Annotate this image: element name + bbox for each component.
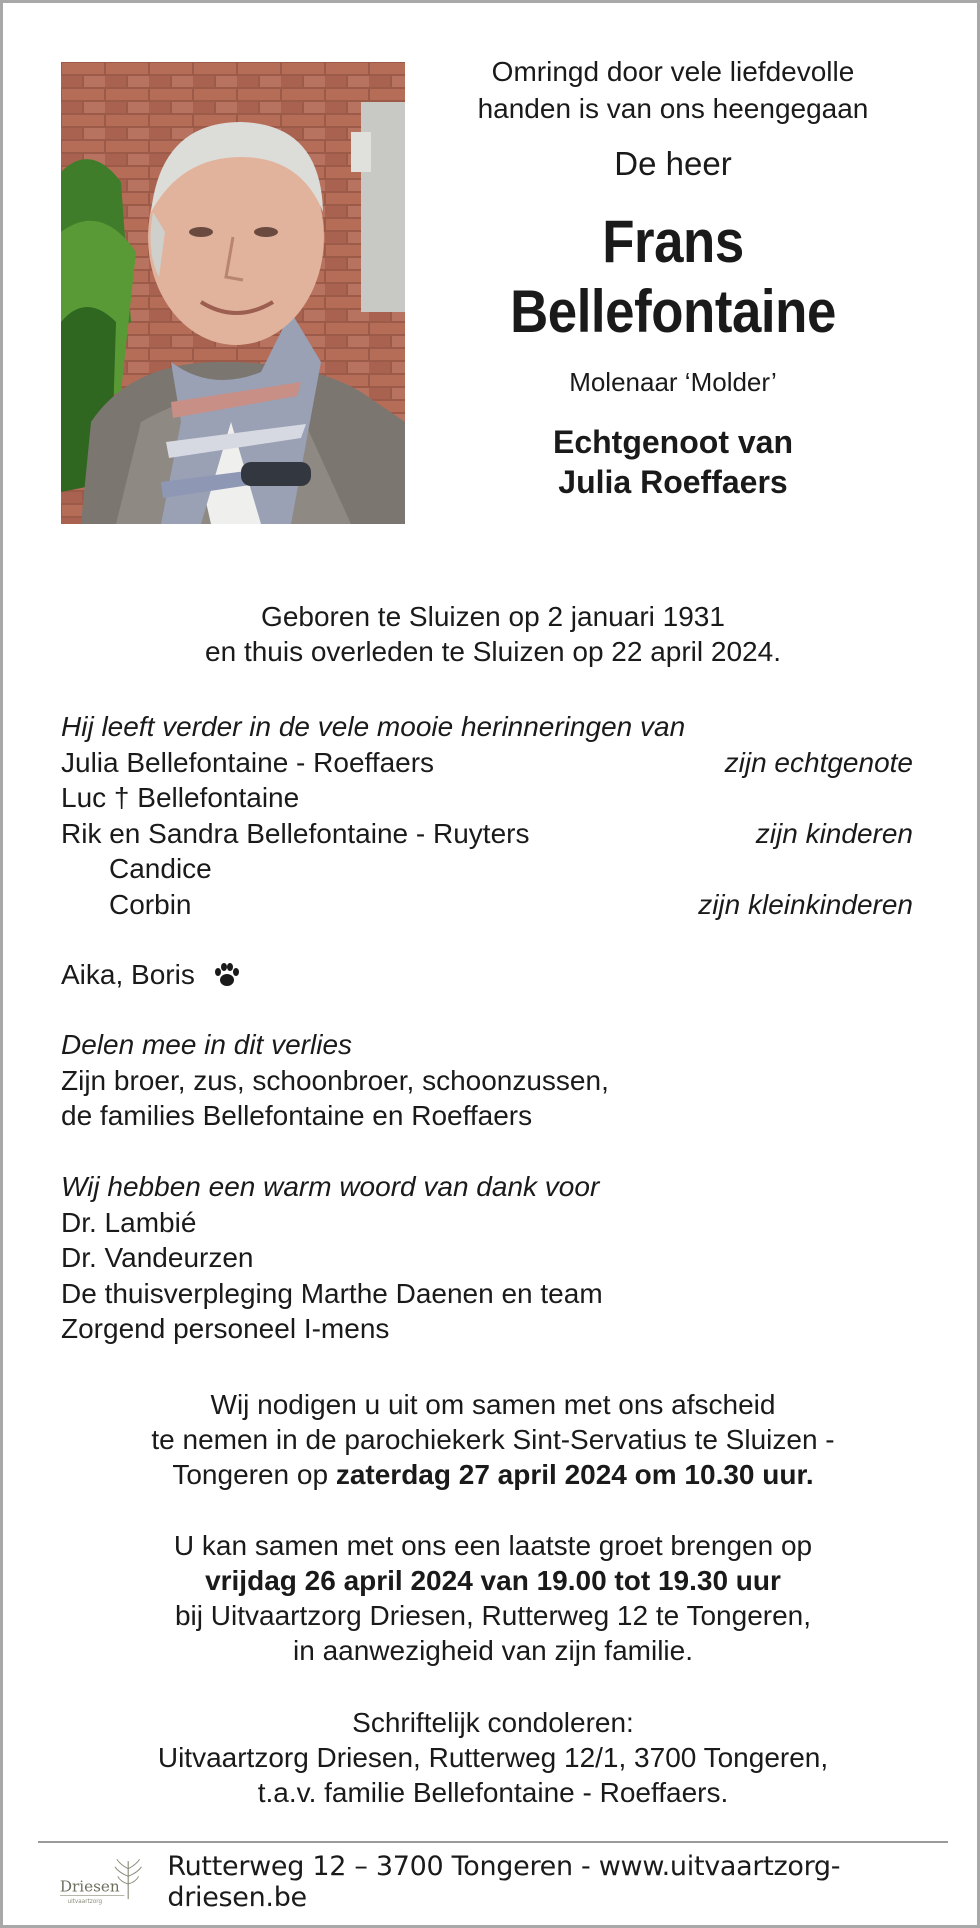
family-member-role: zijn kinderen: [755, 817, 913, 849]
intro-line-2: handen is van ons heengegaan: [477, 93, 869, 124]
footer: [58, 1851, 938, 1913]
share-intro: Delen mee in dit verlies: [61, 1029, 353, 1060]
paw-icon: [213, 961, 241, 989]
viewing-line-1: U kan samen met ons een laatste groet brengen op: [173, 1530, 813, 1561]
family-member-role: [913, 780, 921, 816]
family-row: [61, 887, 921, 923]
share-block: [61, 1027, 921, 1134]
occupation: Molenaar ‘Molder’: [569, 367, 777, 397]
deceased-last-name: Bellefontaine: [510, 278, 836, 345]
family-block: [61, 709, 921, 993]
condolence-line-2: Uitvaartzorg Driesen, Rutterweg 12/1, 3700 Tongeren,: [157, 1742, 829, 1773]
title-prefix: De heer: [614, 145, 732, 182]
family-member-name: Julia Bellefontaine - Roeffaers: [61, 746, 435, 778]
viewing-line-4: in aanwezigheid van zijn familie.: [293, 1635, 693, 1666]
condolence-line-1: Schriftelijk condoleren:: [352, 1707, 634, 1738]
share-line-1: Zijn broer, zus, schoonbroer, schoonzussen,: [61, 1064, 609, 1096]
pets-names: Aika, Boris: [61, 959, 195, 990]
viewing-datetime: [63, 1563, 923, 1598]
thanks-item: Dr. Lambié: [61, 1206, 197, 1238]
thanks-item: Dr. Vandeurzen: [61, 1242, 254, 1273]
ceremony-datetime: zaterdag 27 april 2024 om 10.30 uur.: [335, 1459, 814, 1490]
ceremony-place: Tongeren op: [172, 1459, 336, 1490]
thanks-item: Zorgend personeel I-mens: [61, 1313, 390, 1344]
family-member-name: Corbin: [109, 888, 192, 920]
family-row: [61, 851, 921, 887]
ceremony-line-2: te nemen in de parochiekerk Sint-Servatius te Sluizen -: [151, 1424, 835, 1455]
spouse-line-1: Echtgenoot van: [552, 424, 793, 460]
family-member-role: zijn echtgenote: [724, 746, 913, 778]
viewing-datetime-text: vrijdag 26 april 2024 van 19.00 tot 19.30 uur: [205, 1565, 781, 1596]
birth-death-block: [63, 599, 923, 669]
family-row: [61, 816, 921, 852]
family-member-role: [913, 851, 921, 887]
deceased-first-name: Frans: [602, 208, 744, 275]
logo-text: Driesen: [59, 1877, 120, 1896]
portrait-photo: [61, 62, 405, 524]
family-member-role: zijn kleinkinderen: [698, 888, 913, 920]
pets-line: [61, 957, 921, 993]
condolence-line-3: t.a.v. familie Bellefontaine - Roeffaers.: [257, 1777, 729, 1808]
footer-divider: [38, 1841, 948, 1843]
viewing-block: [63, 1528, 923, 1668]
ceremony-line-1: Wij nodigen u uit om samen met ons afscheid: [210, 1389, 776, 1420]
ceremony-line-3: [63, 1457, 923, 1492]
thanks-intro: Wij hebben een warm woord van dank voor: [61, 1171, 600, 1202]
family-member-name: Rik en Sandra Bellefontaine - Ruyters: [61, 817, 530, 849]
family-member-name: Luc † Bellefontaine: [61, 782, 300, 813]
birth-line: Geboren te Sluizen op 2 januari 1931: [261, 601, 725, 632]
thanks-item: De thuisverpleging Marthe Daenen en team: [61, 1277, 603, 1309]
header-block: [423, 53, 923, 502]
logo-subtext: uitvaartzorg: [67, 1898, 103, 1905]
ceremony-block: [63, 1387, 923, 1492]
family-member-name: Candice: [109, 853, 212, 884]
thanks-block: [61, 1169, 921, 1347]
spouse-line-2: Julia Roeffaers: [558, 464, 788, 500]
family-row: [61, 780, 921, 816]
viewing-line-3: bij Uitvaartzorg Driesen, Rutterweg 12 te Tongeren,: [174, 1600, 812, 1631]
share-line-2: de families Bellefontaine en Roeffaers: [61, 1100, 533, 1131]
death-line: en thuis overleden te Sluizen op 22 april 2024.: [205, 636, 781, 667]
condolence-block: [63, 1705, 923, 1810]
footer-address: Rutterweg 12 – 3700 Tongeren - www.uitvaartzorg-driesen.be: [167, 1851, 841, 1913]
family-intro: Hij leeft verder in de vele mooie herinneringen van: [61, 711, 686, 742]
intro-line-1: Omringd door vele liefdevolle: [491, 56, 855, 87]
family-row: [61, 745, 921, 781]
driesen-logo-icon: [58, 1854, 143, 1910]
